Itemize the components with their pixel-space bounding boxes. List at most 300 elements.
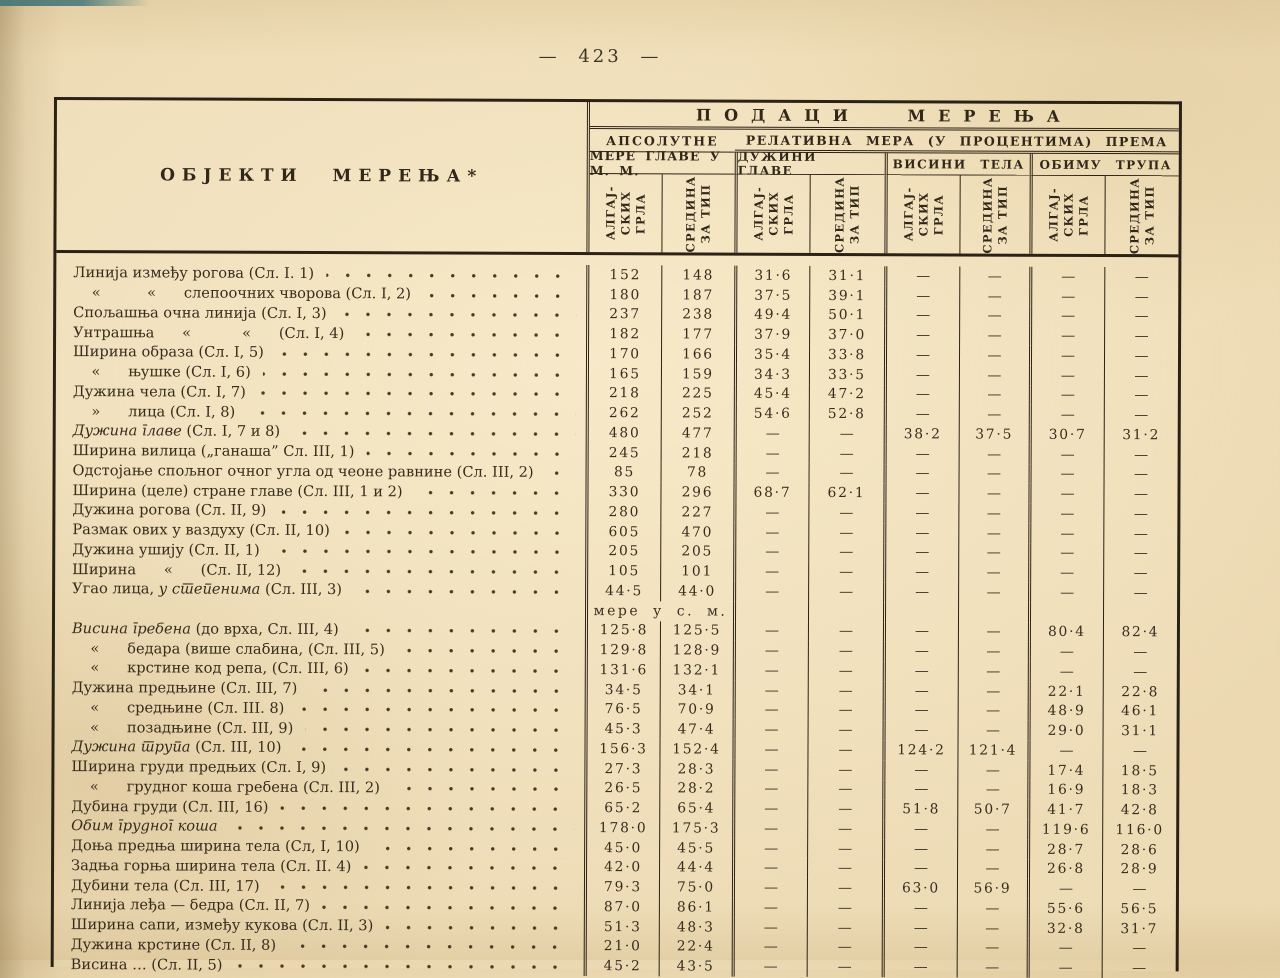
value-bodyheight-type-mean: — bbox=[958, 661, 1028, 681]
value-bodyheight-allgau: — bbox=[884, 404, 959, 424]
value-absolute-type-mean: 166 bbox=[661, 344, 734, 364]
value-bodyheight-type-mean: — bbox=[958, 701, 1028, 721]
value-bodyheight-type-mean: — bbox=[959, 266, 1029, 286]
row-label: Ширина сапи, између кукова (Сл. II, 3) bbox=[70, 916, 374, 935]
dot-leader bbox=[356, 332, 576, 338]
value-absolute-type-mean: 125·5 bbox=[660, 621, 733, 641]
dot-leader bbox=[263, 371, 576, 377]
value-headlength-allgau: — bbox=[732, 799, 807, 819]
row-label-cell bbox=[54, 816, 587, 838]
value-trunkgirth-allgau: — bbox=[1027, 741, 1102, 761]
value-absolute-allgau: 180 bbox=[609, 286, 642, 303]
value-trunkgirth-allgau: 80·4 bbox=[1028, 622, 1103, 642]
value-headlength-allgau: — bbox=[733, 621, 808, 641]
value-trunkgirth-allgau: — bbox=[1028, 543, 1103, 563]
value-bodyheight-allgau: — bbox=[883, 483, 958, 503]
value-trunkgirth-allgau: — bbox=[1029, 385, 1104, 405]
row-label-cell bbox=[56, 421, 589, 443]
value-headlength-type-mean: 50·1 bbox=[809, 305, 884, 325]
value-headlength-allgau: — bbox=[734, 463, 809, 483]
value-headlength-allgau: — bbox=[733, 503, 808, 523]
value-bodyheight-allgau: — bbox=[884, 365, 959, 385]
value-headlength-type-mean: — bbox=[807, 799, 882, 819]
value-absolute-allgau: 245 bbox=[608, 444, 641, 461]
value-trunkgirth-allgau: — bbox=[1029, 326, 1104, 346]
value-trunkgirth-type-mean: — bbox=[1103, 544, 1177, 564]
value-bodyheight-type-mean: — bbox=[958, 642, 1028, 662]
value-bodyheight-allgau: — bbox=[882, 819, 957, 839]
row-label-cell bbox=[55, 658, 588, 680]
value-trunkgirth-type-mean: 42·8 bbox=[1102, 800, 1176, 820]
value-headlength-allgau: 37·5 bbox=[734, 285, 809, 305]
value-absolute-allgau: 165 bbox=[609, 365, 641, 382]
value-headlength-type-mean: — bbox=[807, 878, 882, 898]
value-headlength-allgau: 54·6 bbox=[734, 404, 809, 424]
objects-header-label: ОБЈЕКТИ МЕРЕЊА* bbox=[160, 165, 484, 187]
row-label-cell bbox=[55, 540, 588, 562]
row-label: Висина гребена (до врха, Сл. III, 4) bbox=[71, 619, 339, 638]
value-absolute-type-mean: 187 bbox=[661, 285, 734, 305]
value-trunkgirth-type-mean: — bbox=[1104, 287, 1178, 307]
row-label-cell bbox=[54, 935, 587, 957]
row-label-cell bbox=[56, 401, 589, 423]
value-bodyheight-allgau: — bbox=[884, 306, 959, 326]
value-trunkgirth-type-mean: 31·7 bbox=[1102, 919, 1176, 939]
value-bodyheight-allgau: — bbox=[882, 839, 957, 859]
dot-leader bbox=[292, 431, 576, 437]
value-headlength-allgau: — bbox=[733, 582, 808, 602]
value-absolute-allgau: 330 bbox=[608, 484, 641, 501]
value-trunkgirth-type-mean: — bbox=[1104, 386, 1178, 406]
value-headlength-allgau: — bbox=[732, 937, 807, 957]
value-headlength-type-mean: 31·1 bbox=[809, 266, 884, 286]
dot-leader bbox=[276, 352, 576, 358]
value-headlength-type-mean: — bbox=[807, 898, 882, 918]
dot-leader bbox=[397, 648, 575, 654]
value-absolute-type-mean: 47·4 bbox=[660, 720, 733, 740]
value-bodyheight-type-mean: — bbox=[959, 365, 1029, 385]
value-headlength-allgau: — bbox=[733, 661, 808, 681]
value-absolute-type-mean: 34·1 bbox=[660, 680, 733, 700]
units-divider-label: мере у с. м. bbox=[593, 602, 728, 620]
value-bodyheight-type-mean: — bbox=[958, 681, 1028, 701]
row-label-cell bbox=[54, 915, 587, 937]
value-trunkgirth-type-mean: 82·4 bbox=[1103, 623, 1177, 643]
row-label: Дужина предњине (Сл. III, 7) bbox=[71, 679, 298, 698]
value-trunkgirth-type-mean: — bbox=[1103, 484, 1177, 504]
value-trunkgirth-allgau: — bbox=[1027, 958, 1102, 978]
value-headlength-allgau: — bbox=[734, 443, 809, 463]
value-bodyheight-type-mean: — bbox=[958, 721, 1028, 741]
value-headlength-type-mean: — bbox=[808, 582, 883, 602]
value-bodyheight-allgau: — bbox=[882, 898, 957, 918]
subcol-type-mean: СРЕДИНА ЗА ТИП bbox=[809, 175, 884, 253]
row-label-cell bbox=[55, 599, 588, 621]
dot-leader bbox=[280, 806, 574, 812]
row-label-cell bbox=[55, 638, 588, 660]
value-absolute-allgau: 76·5 bbox=[604, 701, 643, 718]
row-label-cell bbox=[56, 303, 589, 325]
dot-leader bbox=[354, 589, 575, 595]
value-absolute-type-mean: 225 bbox=[661, 384, 734, 404]
value-trunkgirth-allgau: — bbox=[1029, 286, 1104, 306]
row-label-cell bbox=[54, 954, 587, 976]
value-headlength-type-mean: — bbox=[808, 661, 883, 681]
value-bodyheight-type-mean: — bbox=[959, 326, 1029, 346]
value-absolute-allgau: 605 bbox=[608, 523, 641, 540]
value-trunkgirth-type-mean: 116·0 bbox=[1102, 820, 1176, 840]
value-absolute-allgau: 129·8 bbox=[599, 642, 649, 659]
value-headlength-allgau: 37·9 bbox=[734, 325, 809, 345]
row-label: Дубини тела (Сл. III, 17) bbox=[70, 876, 260, 895]
value-bodyheight-type-mean: — bbox=[957, 780, 1027, 800]
row-label: Одстојање спољног очног угла од чеоне равнине (Сл. III, 2) bbox=[72, 461, 534, 481]
value-headlength-allgau: — bbox=[732, 819, 807, 839]
value-trunkgirth-type-mean: — bbox=[1102, 958, 1176, 978]
value-trunkgirth-allgau bbox=[1028, 602, 1103, 622]
value-absolute-allgau: 105 bbox=[608, 563, 641, 580]
row-label: Доња предња ширина тела (Сл, I, 10) bbox=[71, 837, 360, 856]
value-headlength-allgau: 49·4 bbox=[734, 305, 809, 325]
value-headlength-allgau: — bbox=[732, 858, 807, 878]
value-headlength-allgau: — bbox=[733, 522, 808, 542]
value-headlength-type-mean: — bbox=[807, 779, 882, 799]
value-trunkgirth-allgau: 55·6 bbox=[1027, 899, 1102, 919]
value-bodyheight-type-mean: — bbox=[959, 444, 1029, 464]
value-absolute-type-mean: 44·4 bbox=[659, 858, 732, 878]
value-trunkgirth-allgau: 17·4 bbox=[1027, 760, 1102, 780]
value-bodyheight-type-mean: — bbox=[957, 898, 1027, 918]
row-label: Дубина груди (Сл. III, 16) bbox=[71, 797, 269, 816]
value-headlength-allgau: — bbox=[733, 542, 808, 562]
row-label-cell bbox=[55, 579, 588, 601]
value-bodyheight-allgau: — bbox=[884, 325, 959, 345]
value-absolute-type-mean: 252 bbox=[661, 404, 734, 424]
value-absolute-type-mean: 175·3 bbox=[659, 818, 732, 838]
subcol-type-mean: СРЕДИНА ЗА ТИП bbox=[959, 175, 1029, 253]
value-trunkgirth-allgau: — bbox=[1029, 346, 1104, 366]
value-headlength-allgau: 35·4 bbox=[734, 345, 809, 365]
row-label: Угао лица, у степенима (Сл. III, 3) bbox=[72, 580, 343, 599]
value-bodyheight-type-mean: — bbox=[958, 563, 1028, 583]
row-label: Дужина чела (Сл. I, 7) bbox=[72, 382, 246, 401]
value-bodyheight-type-mean: — bbox=[958, 582, 1028, 602]
row-label-cell bbox=[54, 875, 587, 897]
value-trunkgirth-allgau: — bbox=[1028, 563, 1103, 583]
value-bodyheight-type-mean: — bbox=[957, 819, 1027, 839]
row-label: Ширина (целе) стране главе (Сл. III, 1 и 2) bbox=[72, 481, 403, 500]
group-header-body-height: ВИСИНИ ТЕЛА bbox=[885, 153, 1030, 176]
value-trunkgirth-allgau: — bbox=[1027, 879, 1102, 899]
value-absolute-allgau: 26·5 bbox=[604, 780, 643, 797]
row-label-cell bbox=[54, 737, 587, 759]
row-label: « грудног коша гребена (Сл. III, 2) bbox=[71, 777, 380, 797]
value-bodyheight-allgau: — bbox=[883, 720, 958, 740]
value-absolute-type-mean: 86·1 bbox=[659, 897, 732, 917]
value-headlength-type-mean: 47·2 bbox=[809, 384, 884, 404]
value-absolute-type-mean: 132·1 bbox=[660, 660, 733, 680]
value-bodyheight-type-mean: — bbox=[957, 859, 1027, 879]
dot-leader bbox=[278, 510, 575, 516]
row-label-cell bbox=[55, 698, 588, 720]
value-absolute-type-mean: 152·4 bbox=[659, 739, 732, 759]
value-trunkgirth-allgau: 22·1 bbox=[1028, 681, 1103, 701]
value-headlength-type-mean: — bbox=[807, 819, 882, 839]
value-bodyheight-allgau: — bbox=[884, 385, 959, 405]
value-absolute-type-mean: 28·2 bbox=[659, 779, 732, 799]
value-absolute-type-mean: 470 bbox=[660, 522, 733, 542]
value-trunkgirth-type-mean: — bbox=[1104, 267, 1178, 287]
dot-leader bbox=[296, 707, 574, 713]
value-bodyheight-allgau: — bbox=[882, 760, 957, 780]
value-bodyheight-type-mean: 56·9 bbox=[957, 879, 1027, 899]
scan-edge bbox=[0, 0, 150, 6]
value-bodyheight-allgau: — bbox=[884, 286, 959, 306]
value-headlength-allgau: — bbox=[733, 641, 808, 661]
value-absolute-allgau: 182 bbox=[609, 326, 641, 343]
value-bodyheight-allgau: — bbox=[882, 859, 957, 879]
objects-header bbox=[56, 100, 590, 252]
value-bodyheight-allgau: — bbox=[883, 582, 958, 602]
value-headlength-type-mean: — bbox=[807, 740, 882, 760]
value-headlength-type-mean: — bbox=[807, 937, 882, 957]
row-label-cell bbox=[55, 520, 588, 542]
dot-leader bbox=[309, 688, 574, 694]
value-headlength-allgau: — bbox=[734, 424, 809, 444]
value-absolute-allgau: 87·0 bbox=[603, 898, 642, 916]
value-headlength-type-mean: — bbox=[809, 463, 884, 483]
value-headlength-allgau: — bbox=[732, 957, 807, 977]
value-absolute-allgau: 34·5 bbox=[604, 681, 643, 698]
row-label: « бедара (више слабина, (Сл. III, 5) bbox=[71, 639, 385, 658]
value-headlength-type-mean: — bbox=[808, 621, 883, 641]
value-absolute-type-mean: 48·3 bbox=[659, 917, 732, 937]
value-absolute-type-mean: 44·0 bbox=[660, 581, 733, 601]
value-trunkgirth-allgau: 41·7 bbox=[1027, 800, 1102, 820]
row-label: Дужина главе (Сл. I, 7 и 8) bbox=[72, 422, 281, 441]
value-headlength-type-mean: — bbox=[807, 839, 882, 859]
value-absolute-allgau: 27·3 bbox=[604, 760, 643, 777]
row-label: Задња горња ширина тела (Сл. II. 4) bbox=[71, 856, 352, 876]
value-headlength-type-mean: 33·8 bbox=[809, 345, 884, 365]
dot-leader bbox=[342, 530, 576, 536]
row-label: « средњине (Сл. III. 8) bbox=[71, 698, 285, 717]
value-bodyheight-allgau: — bbox=[883, 543, 958, 563]
value-bodyheight-allgau bbox=[883, 602, 958, 622]
value-absolute-type-mean: 75·0 bbox=[659, 878, 732, 898]
subcol-type-mean: СРЕДИНА ЗА ТИП bbox=[1104, 176, 1178, 254]
value-trunkgirth-type-mean: 46·1 bbox=[1103, 702, 1177, 722]
dot-leader bbox=[546, 471, 576, 476]
value-bodyheight-allgau: — bbox=[883, 562, 958, 582]
value-trunkgirth-type-mean: — bbox=[1102, 741, 1176, 761]
value-bodyheight-allgau: — bbox=[882, 957, 957, 977]
value-absolute-allgau: 85 bbox=[613, 464, 636, 481]
value-absolute-allgau: 21·0 bbox=[603, 938, 642, 955]
value-trunkgirth-allgau: — bbox=[1027, 938, 1102, 958]
value-headlength-type-mean: — bbox=[808, 562, 883, 582]
value-absolute-allgau: 156·3 bbox=[599, 740, 648, 758]
dot-leader bbox=[272, 885, 574, 891]
value-trunkgirth-type-mean: — bbox=[1104, 307, 1178, 327]
value-bodyheight-allgau: — bbox=[882, 938, 957, 958]
value-absolute-allgau: 45·0 bbox=[604, 839, 643, 856]
value-absolute-allgau: 480 bbox=[608, 425, 641, 442]
absolute-header: АПСОЛУТНЕ bbox=[590, 129, 735, 153]
row-label-cell bbox=[55, 717, 588, 739]
value-trunkgirth-type-mean: — bbox=[1103, 563, 1177, 583]
value-headlength-allgau: — bbox=[732, 917, 807, 937]
value-trunkgirth-allgau: 32·8 bbox=[1027, 918, 1102, 938]
value-absolute-type-mean: 43·5 bbox=[659, 957, 732, 977]
value-absolute-allgau: 205 bbox=[608, 543, 641, 560]
value-trunkgirth-allgau: — bbox=[1029, 405, 1104, 425]
group-header-head-length: ДУЖИНИ ГЛАВЕ bbox=[735, 153, 885, 176]
value-absolute-allgau: 152 bbox=[609, 267, 642, 284]
value-absolute-type-mean: 296 bbox=[660, 483, 733, 503]
value-bodyheight-type-mean: — bbox=[957, 839, 1027, 859]
measurement-table bbox=[51, 97, 1182, 977]
value-headlength-allgau: — bbox=[732, 838, 807, 858]
row-label-cell bbox=[56, 283, 589, 305]
value-headlength-type-mean: 62·1 bbox=[808, 483, 883, 503]
value-bodyheight-allgau: — bbox=[884, 266, 959, 286]
value-bodyheight-allgau: — bbox=[883, 641, 958, 661]
row-label-cell bbox=[54, 895, 587, 917]
value-bodyheight-type-mean: — bbox=[958, 543, 1028, 563]
value-absolute-allgau: 131·6 bbox=[599, 661, 649, 679]
value-trunkgirth-allgau: 119·6 bbox=[1027, 820, 1102, 840]
value-headlength-type-mean: — bbox=[809, 444, 884, 464]
value-headlength-allgau: — bbox=[732, 878, 807, 898]
value-trunkgirth-allgau: — bbox=[1029, 306, 1104, 326]
value-absolute-type-mean: 128·9 bbox=[660, 641, 733, 661]
value-bodyheight-allgau: — bbox=[883, 503, 958, 523]
value-absolute-type-mean: 45·5 bbox=[659, 838, 732, 858]
value-bodyheight-type-mean: — bbox=[959, 385, 1029, 405]
value-headlength-allgau: — bbox=[733, 700, 808, 720]
relative-header: РЕЛАТИВНА МЕРА (У ПРОЦЕНТИМА) ПРЕМА bbox=[735, 130, 1179, 155]
value-absolute-type-mean: 227 bbox=[660, 502, 733, 522]
value-headlength-allgau: 45·4 bbox=[734, 384, 809, 404]
value-trunkgirth-type-mean: — bbox=[1104, 445, 1178, 465]
value-trunkgirth-type-mean: — bbox=[1102, 879, 1176, 899]
value-absolute-type-mean: 22·4 bbox=[659, 937, 732, 957]
value-bodyheight-type-mean: — bbox=[958, 484, 1028, 504]
dot-leader bbox=[372, 846, 574, 852]
value-absolute-allgau: 45·2 bbox=[603, 958, 642, 975]
row-label: Размак ових у ваздуху (Сл. II, 10) bbox=[72, 521, 330, 540]
value-absolute-type-mean: 218 bbox=[661, 443, 734, 463]
value-trunkgirth-allgau: 48·9 bbox=[1028, 701, 1103, 721]
value-absolute-allgau: 42·0 bbox=[604, 859, 643, 876]
row-label: « « слепоочних чворова (Сл. I, 2) bbox=[73, 284, 412, 303]
value-trunkgirth-allgau: — bbox=[1029, 365, 1104, 385]
dot-leader bbox=[363, 866, 574, 872]
value-headlength-allgau: — bbox=[732, 759, 807, 779]
table-header bbox=[56, 100, 1179, 257]
value-trunkgirth-allgau: 26·8 bbox=[1027, 859, 1102, 879]
value-headlength-type-mean: 33·5 bbox=[809, 365, 884, 385]
subcol-allgau: АЛГАЈ- СКИХ ГРЛА bbox=[602, 185, 648, 241]
subcol-allgau: АЛГАЈ- СКИХ ГРЛА bbox=[1029, 176, 1104, 254]
value-bodyheight-type-mean: — bbox=[957, 918, 1027, 938]
row-label-cell bbox=[54, 836, 587, 858]
table-body bbox=[54, 253, 1179, 978]
value-bodyheight-allgau: — bbox=[884, 444, 959, 464]
row-label-cell bbox=[56, 322, 589, 344]
row-label: « позадњине (Сл. III, 9) bbox=[71, 718, 294, 737]
dot-leader bbox=[235, 964, 574, 970]
value-headlength-type-mean: — bbox=[808, 641, 883, 661]
value-trunkgirth-allgau: — bbox=[1028, 523, 1103, 543]
row-label-cell bbox=[56, 461, 589, 483]
value-trunkgirth-type-mean: 18·5 bbox=[1102, 761, 1176, 781]
row-label-cell bbox=[54, 777, 587, 799]
row-label: « њушке (Сл. I, 6) bbox=[72, 363, 251, 381]
value-trunkgirth-allgau: 16·9 bbox=[1027, 780, 1102, 800]
row-label-cell bbox=[54, 796, 587, 818]
value-trunkgirth-allgau: — bbox=[1028, 504, 1103, 524]
value-headlength-type-mean: — bbox=[808, 720, 883, 740]
value-absolute-allgau: 45·3 bbox=[604, 721, 643, 738]
row-label-cell bbox=[56, 263, 589, 285]
dot-leader bbox=[258, 391, 576, 397]
value-bodyheight-type-mean: — bbox=[959, 405, 1029, 425]
row-label-cell bbox=[55, 678, 588, 700]
value-headlength-type-mean: — bbox=[807, 957, 882, 977]
value-bodyheight-allgau: — bbox=[882, 918, 957, 938]
row-label-cell bbox=[55, 619, 588, 641]
value-headlength-allgau: 68·7 bbox=[733, 483, 808, 503]
value-trunkgirth-type-mean: — bbox=[1104, 346, 1178, 366]
value-absolute-type-mean: 65·4 bbox=[659, 799, 732, 819]
value-bodyheight-allgau: — bbox=[884, 345, 959, 365]
row-label-cell bbox=[54, 856, 587, 878]
row-label: Дужина рогова (Сл. II, 9) bbox=[72, 501, 267, 520]
value-bodyheight-allgau: 51·8 bbox=[882, 799, 957, 819]
value-absolute-type-mean: 148 bbox=[661, 265, 734, 285]
value-bodyheight-allgau: 63·0 bbox=[882, 878, 957, 898]
value-trunkgirth-type-mean: 31·2 bbox=[1104, 425, 1178, 445]
table-row bbox=[54, 954, 1176, 978]
value-absolute-type-mean: 205 bbox=[660, 542, 733, 562]
value-headlength-type-mean: — bbox=[807, 918, 882, 938]
dot-leader bbox=[361, 668, 575, 674]
dot-leader bbox=[293, 747, 574, 753]
data-header: ПОДАЦИ МЕРЕЊА bbox=[590, 102, 1179, 131]
value-bodyheight-type-mean: — bbox=[957, 958, 1027, 978]
value-bodyheight-allgau: — bbox=[883, 681, 958, 701]
value-absolute-allgau: 65·2 bbox=[604, 800, 643, 817]
value-headlength-type-mean: — bbox=[807, 858, 882, 878]
row-label-cell bbox=[56, 441, 589, 463]
value-bodyheight-type-mean: — bbox=[958, 503, 1028, 523]
value-trunkgirth-type-mean: — bbox=[1103, 662, 1177, 682]
value-absolute-allgau: 237 bbox=[609, 306, 642, 323]
row-label: Ширина « (Сл. II, 12) bbox=[72, 560, 282, 579]
row-label-cell bbox=[55, 480, 588, 502]
row-label: « крстине код репа, (Сл. III, 6) bbox=[71, 659, 349, 678]
value-headlength-allgau bbox=[733, 601, 808, 621]
value-headlength-allgau: — bbox=[732, 740, 807, 760]
row-label-cell bbox=[56, 342, 589, 364]
value-bodyheight-type-mean: 37·5 bbox=[959, 424, 1029, 444]
value-bodyheight-type-mean: — bbox=[957, 760, 1027, 780]
value-absolute-type-mean: 477 bbox=[661, 423, 734, 443]
value-absolute-allgau: 178·0 bbox=[598, 819, 648, 837]
row-label: Дужина крстине (Сл. II, 8) bbox=[70, 935, 277, 954]
